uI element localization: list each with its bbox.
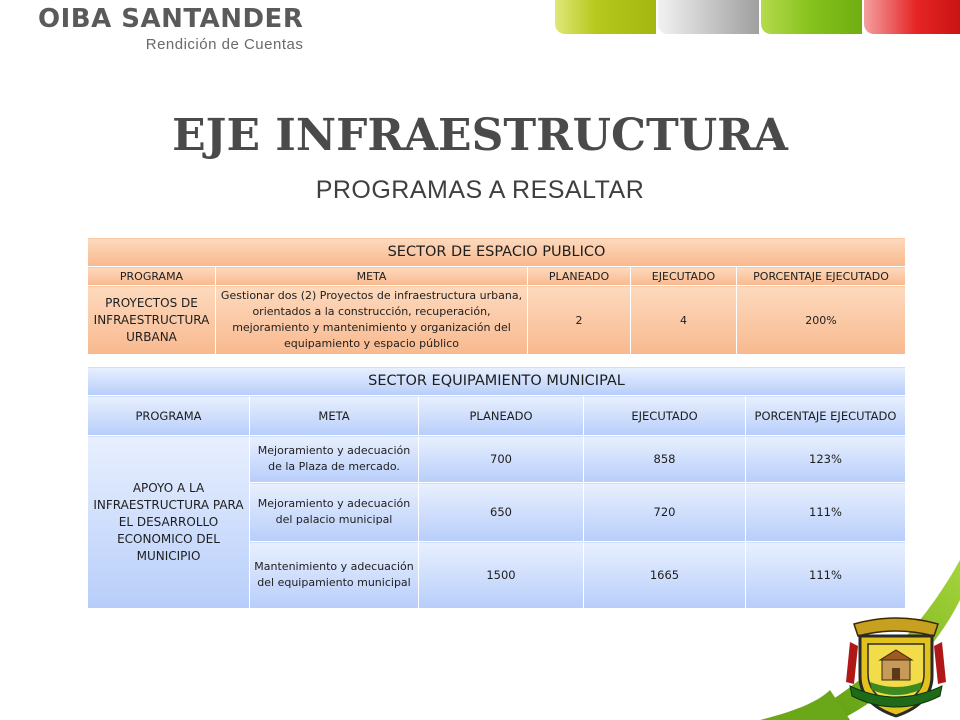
planeado-cell: 700 [419, 436, 584, 483]
color-tabs [555, 0, 960, 34]
column-header-ejecutado: EJECUTADO [584, 396, 746, 436]
porcentaje-cell: 123% [746, 436, 906, 483]
programa-cell: PROYECTOS DE INFRAESTRUCTURA URBANA [88, 286, 216, 355]
meta-cell: Mejoramiento y adecuación del palacio municipal [250, 483, 419, 542]
table-heading: SECTOR EQUIPAMIENTO MUNICIPAL [88, 367, 906, 396]
meta-cell: Mantenimiento y adecuación del equipamiento municipal [250, 542, 419, 609]
column-header-programa: PROGRAMA [88, 396, 250, 436]
column-header-ejecutado: EJECUTADO [631, 267, 737, 286]
page-subtitle: PROGRAMAS A RESALTAR [315, 176, 645, 204]
municipal-coat-of-arms-icon [844, 612, 948, 720]
porcentaje-cell: 111% [746, 483, 906, 542]
column-header-programa: PROGRAMA [88, 267, 216, 286]
column-header-porcentaje: PORCENTAJE EJECUTADO [737, 267, 906, 286]
meta-cell: Mejoramiento y adecuación de la Plaza de mercado. [250, 436, 419, 483]
brand-subtitle: Rendición de Cuentas [145, 36, 304, 53]
ejecutado-cell: 720 [584, 483, 746, 542]
brand-header [38, 4, 303, 53]
color-tab-red [864, 0, 960, 34]
ejecutado-cell: 858 [584, 436, 746, 483]
planeado-cell: 1500 [419, 542, 584, 609]
table-row [88, 286, 906, 355]
color-tab-lime [761, 0, 862, 34]
porcentaje-cell: 111% [746, 542, 906, 609]
column-header-planeado: PLANEADO [419, 396, 584, 436]
meta-cell: Gestionar dos (2) Proyectos de infraestructura urbana, orientados a la construcción, recuperación, mejoramiento y mantenimiento y organización del equipamiento y espacio público [216, 286, 528, 355]
planeado-cell: 2 [528, 286, 631, 355]
brand-title: OIBA SANTANDER [38, 4, 304, 34]
column-header-meta: META [216, 267, 528, 286]
table-heading: SECTOR DE ESPACIO PUBLICO [88, 238, 906, 267]
ejecutado-cell: 1665 [584, 542, 746, 609]
porcentaje-cell: 200% [737, 286, 906, 355]
ejecutado-cell: 4 [631, 286, 737, 355]
column-header-planeado: PLANEADO [528, 267, 631, 286]
espacio-publico-table [87, 237, 906, 355]
page-title: EJE INFRAESTRUCTURA [172, 110, 788, 161]
column-header-meta: META [250, 396, 419, 436]
table-row [88, 436, 906, 483]
color-tab-gray [658, 0, 759, 34]
color-tab-green [555, 0, 656, 34]
column-header-porcentaje: PORCENTAJE EJECUTADO [746, 396, 906, 436]
programa-cell: APOYO A LA INFRAESTRUCTURA PARA EL DESARROLLO ECONOMICO DEL MUNICIPIO [88, 436, 250, 609]
planeado-cell: 650 [419, 483, 584, 542]
